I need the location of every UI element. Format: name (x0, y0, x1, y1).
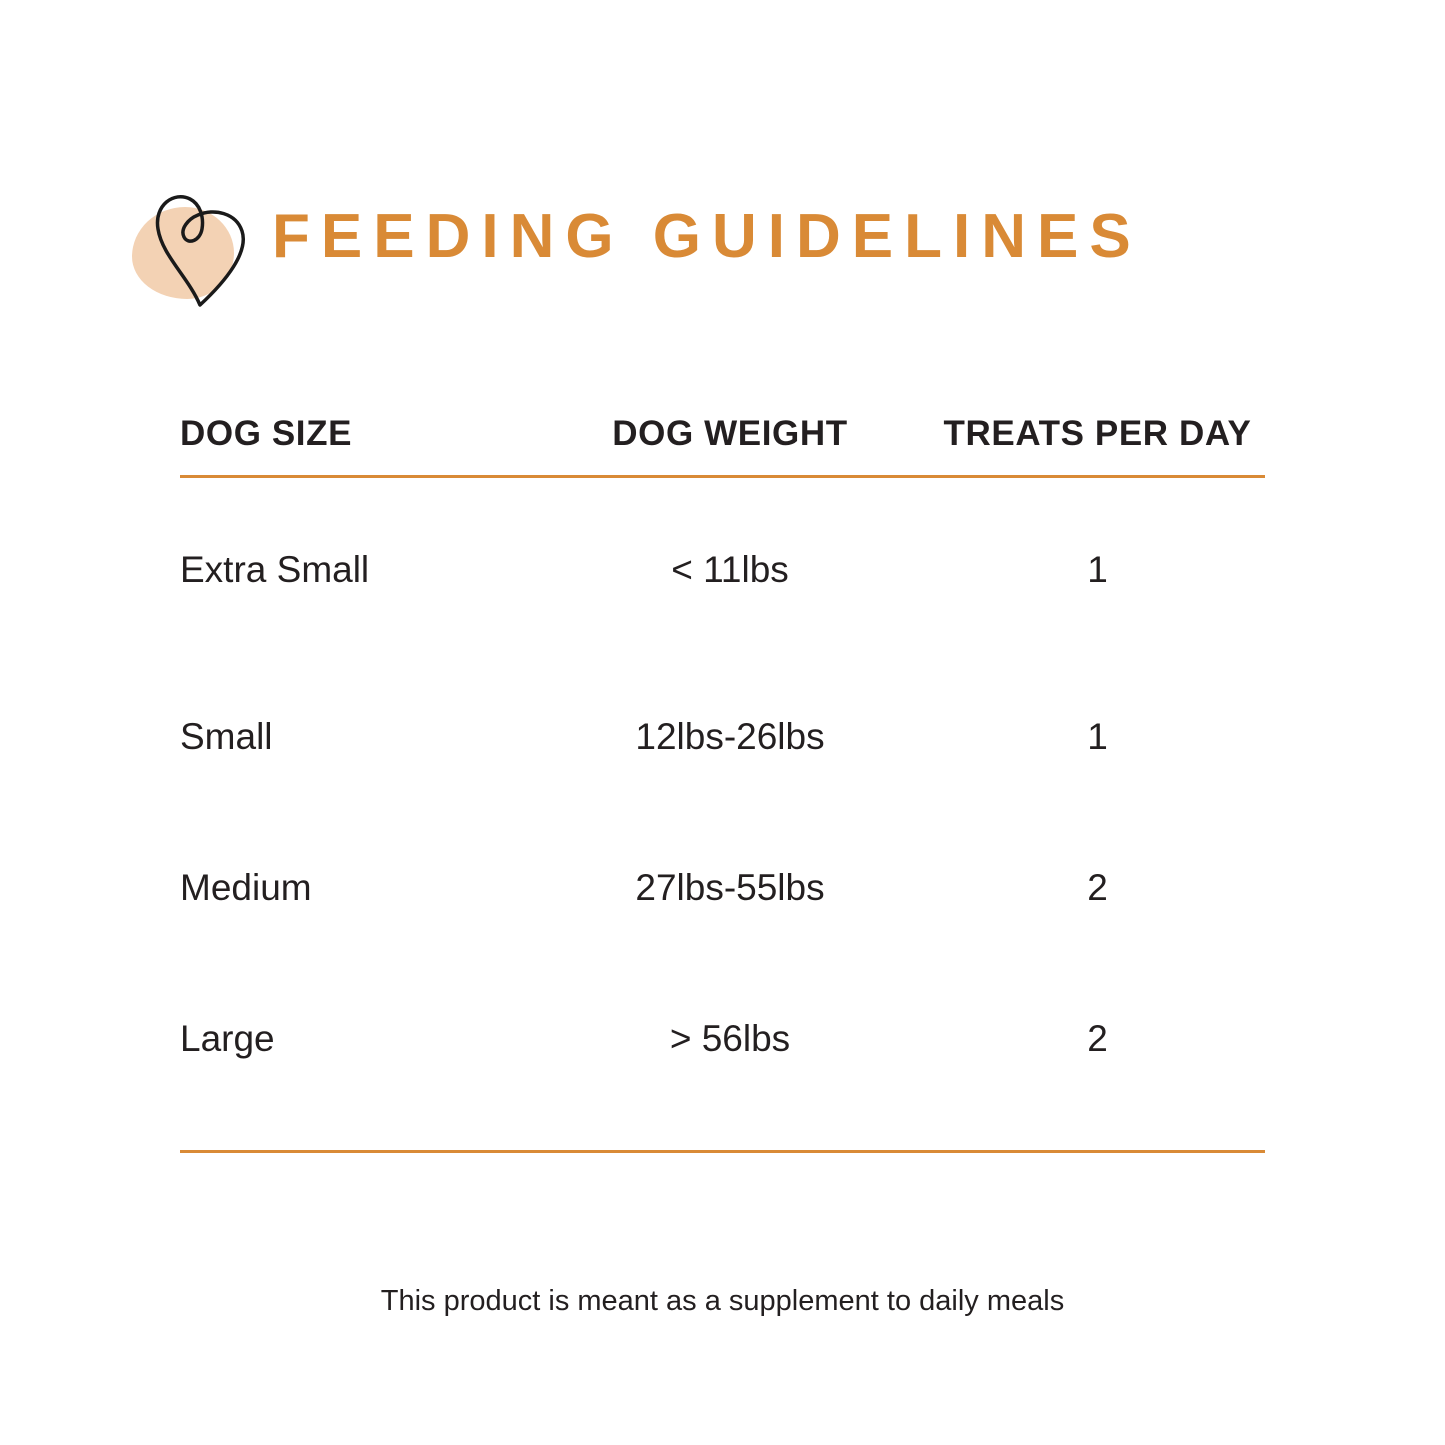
page-title: FEEDING GUIDELINES (272, 202, 1142, 271)
table-row (180, 963, 1265, 1114)
cell-dog-weight: 27lbs-55lbs (635, 866, 825, 908)
footnote-text: This product is meant as a supplement to daily meals (380, 1285, 1065, 1317)
column-header-dog-weight: DOG WEIGHT (612, 414, 848, 453)
feeding-table (180, 395, 1265, 1153)
table-row (180, 812, 1265, 963)
cell-dog-weight: 12lbs-26lbs (635, 715, 825, 757)
table-row (180, 478, 1265, 661)
heart-outline-icon (148, 185, 253, 310)
column-header-treats-per-day: TREATS PER DAY (943, 414, 1252, 453)
heart-icon (130, 185, 255, 310)
page-header (130, 175, 1330, 310)
cell-dog-weight: > 56lbs (669, 1017, 791, 1059)
cell-dog-size: Small (180, 715, 273, 757)
cell-dog-size: Medium (180, 866, 312, 908)
table-row (180, 661, 1265, 812)
cell-treats-per-day: 2 (1087, 866, 1108, 908)
cell-treats-per-day: 1 (1087, 548, 1108, 590)
cell-treats-per-day: 2 (1087, 1017, 1108, 1059)
cell-dog-size: Extra Small (180, 548, 370, 590)
cell-dog-size: Large (180, 1017, 275, 1059)
table-header-row (180, 395, 1265, 473)
table-bottom-divider (180, 1150, 1265, 1153)
cell-dog-weight: < 11lbs (671, 548, 789, 590)
cell-treats-per-day: 1 (1087, 715, 1108, 757)
column-header-dog-size: DOG SIZE (180, 414, 353, 453)
